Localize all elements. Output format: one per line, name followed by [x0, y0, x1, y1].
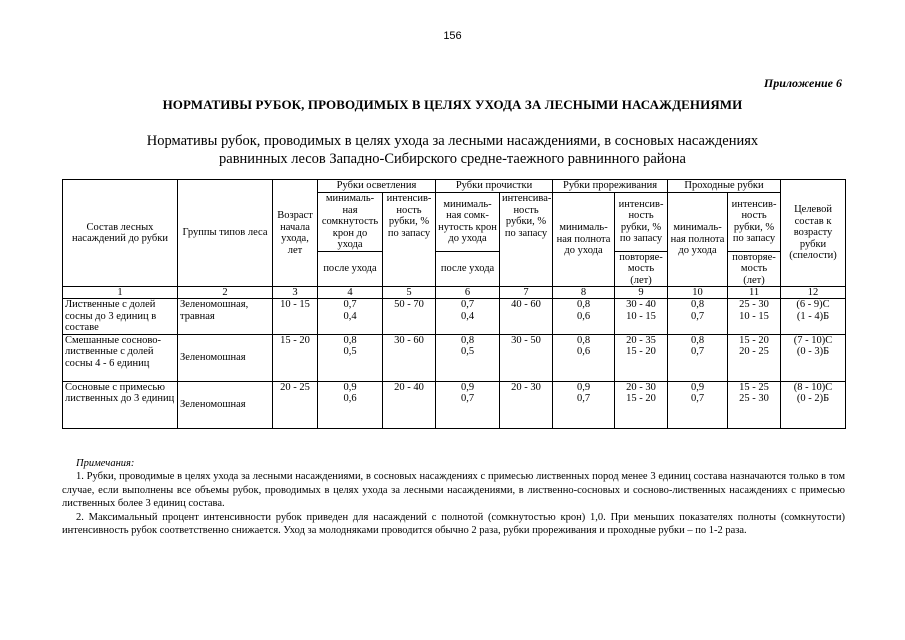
- cell-passage-values: 25 - 30 10 - 15: [728, 299, 781, 335]
- cell-clearing-density: 0,7 0,4: [318, 299, 383, 335]
- column-number: 3: [273, 287, 318, 299]
- column-number: 6: [436, 287, 500, 299]
- page-number: 156: [443, 30, 462, 42]
- column-number: 11: [728, 287, 781, 299]
- cell-passage-density: 0,8 0,7: [668, 334, 728, 381]
- cell-passage-values: 15 - 25 25 - 30: [728, 381, 781, 428]
- cell-clearing-density: 0,8 0,5: [318, 334, 383, 381]
- header-clearing-min-density: минималь-ная сомкнутость крон до ухода: [318, 193, 383, 252]
- table-subtitle: [90, 132, 815, 168]
- document-title: НОРМАТИВЫ РУБОК, ПРОВОДИМЫХ В ЦЕЛЯХ УХОДА ЗА ЛЕСНЫМИ НАСАЖДЕНИЯМИ: [162, 97, 743, 112]
- column-number: 2: [178, 287, 273, 299]
- appendix-label: Приложение 6: [763, 76, 842, 90]
- header-thinning-min-density: минималь-ная полнота до ухода: [553, 193, 615, 287]
- header-target-composition: Целевой состав к возрасту рубки (спелости): [781, 180, 846, 287]
- table-row: [63, 334, 846, 381]
- cell-age: 15 - 20: [273, 334, 318, 381]
- notes-section: [62, 457, 845, 537]
- header-cleaning-min-density: минималь-ная сомк-нутость крон до ухода: [436, 193, 500, 252]
- cell-passage-density: 0,9 0,7: [668, 381, 728, 428]
- header-passage: Проходные рубки: [668, 180, 781, 193]
- cell-forest-types: Зеленомошная: [178, 381, 273, 428]
- cell-passage-values: 15 - 20 20 - 25: [728, 334, 781, 381]
- header-cleaning-after: после ухода: [436, 251, 500, 287]
- cell-clearing-density: 0,9 0,6: [318, 381, 383, 428]
- cell-target: (6 - 9)С (1 - 4)Б: [781, 299, 846, 335]
- cell-forest-types: Зеленомошная: [178, 334, 273, 381]
- notes-label: Примечания:: [76, 458, 135, 469]
- cell-target: (8 - 10)С (0 - 2)Б: [781, 381, 846, 428]
- cell-cleaning-density: 0,7 0,4: [436, 299, 500, 335]
- header-clearing-after: после ухода: [318, 251, 383, 287]
- header-composition: Состав лесных насаждений до рубки: [63, 180, 178, 287]
- cell-cleaning-density: 0,8 0,5: [436, 334, 500, 381]
- header-cleaning-intensity: интенсива-ность рубки, % по запасу: [500, 193, 553, 287]
- cell-clearing-intensity: 30 - 60: [383, 334, 436, 381]
- cell-age: 10 - 15: [273, 299, 318, 335]
- table-row: [63, 381, 846, 428]
- cell-thinning-values: 20 - 35 15 - 20: [615, 334, 668, 381]
- header-thinning: Рубки прореживания: [553, 180, 668, 193]
- header-age: Возраст начала ухода, лет: [273, 180, 318, 287]
- header-passage-repeat: повторяе-мость (лет): [728, 251, 781, 287]
- header-thinning-intensity: интенсив-ность рубки, % по запасу: [615, 193, 668, 252]
- header-thinning-repeat: повторяе-мость (лет): [615, 251, 668, 287]
- column-number: 1: [63, 287, 178, 299]
- cell-thinning-density: 0,8 0,6: [553, 334, 615, 381]
- cell-composition: Лиственные с долей сосны до 3 единиц в составе: [63, 299, 178, 335]
- cell-clearing-intensity: 20 - 40: [383, 381, 436, 428]
- cell-cleaning-intensity: 40 - 60: [500, 299, 553, 335]
- column-number: 4: [318, 287, 383, 299]
- header-passage-min-density: минималь-ная полнота до ухода: [668, 193, 728, 287]
- column-number-row: [63, 287, 846, 299]
- cell-thinning-density: 0,8 0,6: [553, 299, 615, 335]
- cell-cleaning-intensity: 20 - 30: [500, 381, 553, 428]
- cell-forest-types: Зеленомошная, травная: [178, 299, 273, 335]
- cell-target: (7 - 10)С (0 - 3)Б: [781, 334, 846, 381]
- norms-table: [62, 179, 846, 429]
- header-clearing-intensity: интенсив-ность рубки, % по запасу: [383, 193, 436, 287]
- cell-age: 20 - 25: [273, 381, 318, 428]
- column-number: 7: [500, 287, 553, 299]
- cell-cleaning-intensity: 30 - 50: [500, 334, 553, 381]
- subtitle-line-2: равнинных лесов Западно-Сибирского средне-таежного равнинного района: [219, 151, 686, 167]
- cell-cleaning-density: 0,9 0,7: [436, 381, 500, 428]
- cell-clearing-intensity: 50 - 70: [383, 299, 436, 335]
- column-number: 5: [383, 287, 436, 299]
- column-number: 10: [668, 287, 728, 299]
- header-row-groups: [63, 180, 846, 193]
- cell-passage-density: 0,8 0,7: [668, 299, 728, 335]
- header-forest-types: Группы типов леса: [178, 180, 273, 287]
- header-passage-intensity: интенсив-ность рубки, % по запасу: [728, 193, 781, 252]
- header-clearing: Рубки осветления: [318, 180, 436, 193]
- column-number: 8: [553, 287, 615, 299]
- cell-thinning-values: 30 - 40 10 - 15: [615, 299, 668, 335]
- note-1: 1. Рубки, проводимые в целях ухода за лесными насаждениями, в сосновых насаждениях с примесью лиственных пород менее 3 единиц состава назначаются только в том случае, если выполнены все объемы рубок, проводимых в целях ухода за лесными насаждениями, в лиственно-сосновых и сосново-лиственных насаждениях с примесью лиственных более 3 единиц состава.: [62, 471, 845, 510]
- table-row: [63, 299, 846, 335]
- cell-thinning-values: 20 - 30 15 - 20: [615, 381, 668, 428]
- cell-composition: Сосновые с примесью лиственных до 3 единиц: [63, 381, 178, 428]
- header-cleaning: Рубки прочистки: [436, 180, 553, 193]
- cell-composition: Смешанные сосново-лиственные с долей сосны 4 - 6 единиц: [63, 334, 178, 381]
- column-number: 9: [615, 287, 668, 299]
- subtitle-line-1: Нормативы рубок, проводимых в целях ухода за лесными насаждениями, в сосновых насаждениях: [146, 133, 759, 149]
- cell-thinning-density: 0,9 0,7: [553, 381, 615, 428]
- column-number: 12: [781, 287, 846, 299]
- note-2: 2. Максимальный процент интенсивности рубок приведен для насаждений с полнотой (сомкнутостью крон) 1,0. При меньших показателях полноты (сомкнутости) интенсивность рубок соответственно снижается. Уход за молодняками проводится обычно 2 раза, рубки прореживания и проходные рубки – по 1-2 раза.: [62, 511, 845, 537]
